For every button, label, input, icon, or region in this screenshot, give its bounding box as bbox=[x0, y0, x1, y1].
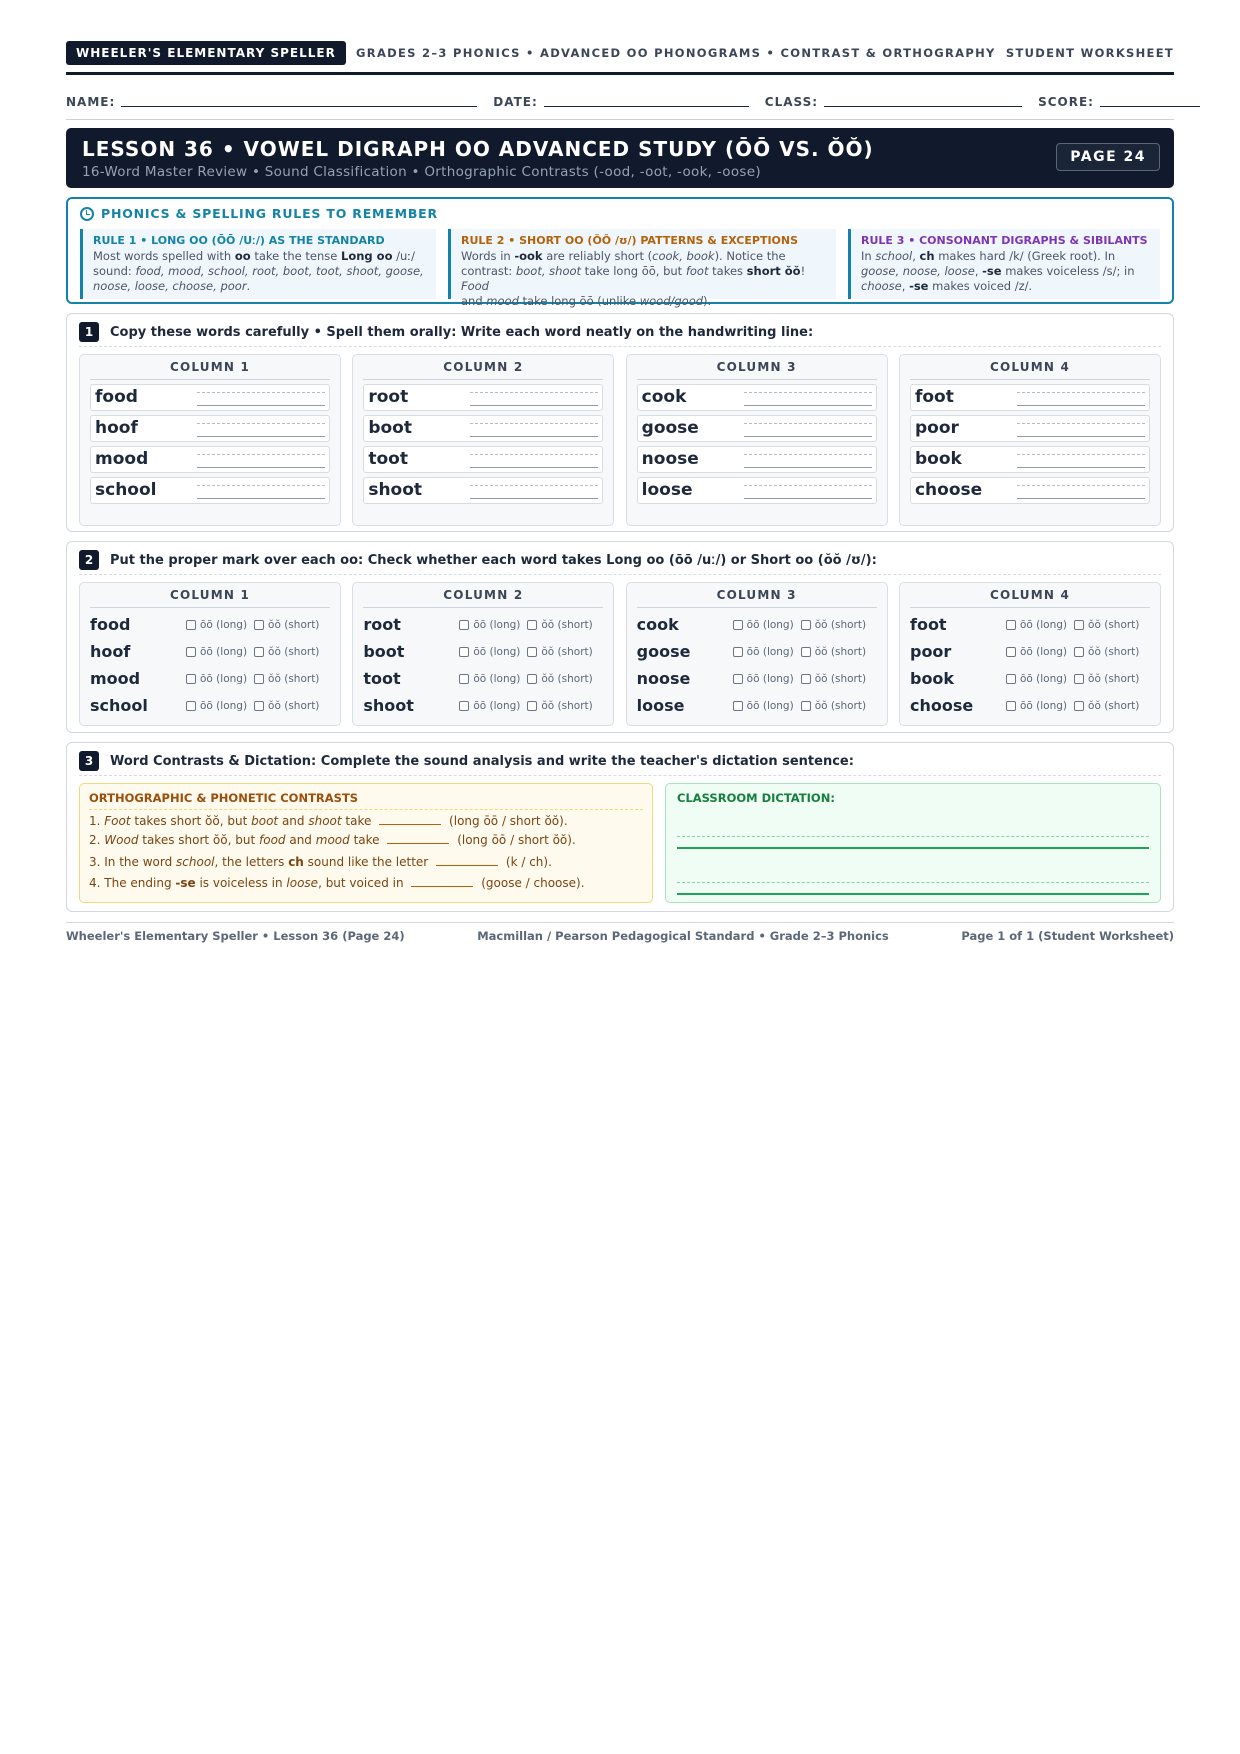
short-oo-option[interactable] bbox=[801, 646, 866, 658]
long-oo-label: ōō (long) bbox=[1019, 699, 1068, 712]
spelling-word: boot bbox=[368, 418, 412, 438]
spelling-word: goose bbox=[636, 642, 691, 661]
copy-word-row bbox=[637, 446, 877, 473]
copy-word-row bbox=[637, 415, 877, 442]
handwriting-guide-line bbox=[197, 454, 325, 455]
mark-column-2 bbox=[352, 582, 614, 726]
dictation-writing-line-1[interactable] bbox=[677, 847, 1149, 849]
rule-1-line-3: noose, loose, choose, poor. bbox=[93, 279, 251, 293]
checkbox[interactable] bbox=[1006, 620, 1016, 630]
copy-column-4 bbox=[899, 354, 1161, 526]
name-label: NAME: bbox=[66, 95, 116, 109]
long-oo-label: ōō (long) bbox=[1019, 645, 1068, 658]
copy-word-row bbox=[363, 384, 603, 411]
spelling-word: poor bbox=[909, 642, 952, 661]
name-line[interactable] bbox=[121, 106, 477, 107]
long-oo-label: ōō (long) bbox=[473, 672, 521, 685]
checkbox[interactable] bbox=[254, 647, 264, 657]
spelling-word: choose bbox=[909, 696, 974, 715]
date-field[interactable] bbox=[493, 95, 749, 109]
copy-word-row bbox=[910, 415, 1150, 442]
handwriting-guide-line bbox=[470, 485, 598, 486]
handwriting-guide-line bbox=[470, 454, 598, 455]
rule-1-line-1: Most words spelled with oo take the tense Long oo /uː/ bbox=[93, 249, 416, 263]
checkbox[interactable] bbox=[1074, 620, 1084, 630]
copy-word-row bbox=[910, 446, 1150, 473]
handwriting-line[interactable] bbox=[197, 498, 325, 499]
short-oo-label: ŏŏ (short) bbox=[541, 645, 593, 658]
checkbox[interactable] bbox=[186, 647, 196, 657]
long-oo-label: ōō (long) bbox=[473, 618, 521, 631]
section-1-number: 1 bbox=[79, 322, 99, 342]
page-footer bbox=[66, 922, 1174, 943]
mark-word-row bbox=[637, 638, 877, 665]
spelling-word: mood bbox=[95, 449, 149, 469]
section-3-number: 3 bbox=[79, 751, 99, 771]
checkbox[interactable] bbox=[733, 701, 743, 711]
long-oo-option[interactable] bbox=[733, 646, 794, 658]
spelling-word: book bbox=[914, 449, 962, 469]
dictation-title: CLASSROOM DICTATION: bbox=[677, 791, 835, 805]
footer-right: Page 1 of 1 (Student Worksheet) bbox=[961, 929, 1174, 943]
mark-column-4 bbox=[899, 582, 1161, 726]
long-oo-option[interactable] bbox=[459, 646, 520, 658]
checkbox[interactable] bbox=[733, 620, 743, 630]
handwriting-guide-line bbox=[1017, 485, 1145, 486]
section-copy-words bbox=[66, 313, 1174, 532]
answer-blank-1[interactable] bbox=[379, 814, 441, 825]
handwriting-guide-line bbox=[197, 392, 325, 393]
copy-word-row bbox=[363, 446, 603, 473]
mark-word-row bbox=[637, 692, 877, 719]
short-oo-label: ŏŏ (short) bbox=[268, 645, 320, 658]
handwriting-guide-line bbox=[1017, 392, 1145, 393]
copy-word-row bbox=[363, 415, 603, 442]
section-3-title: Word Contrasts & Dictation: Complete the sound analysis and write the teacher's dictation sentence: bbox=[110, 753, 854, 769]
long-oo-option[interactable] bbox=[186, 700, 247, 712]
handwriting-line[interactable] bbox=[197, 436, 325, 437]
handwriting-guide-line bbox=[470, 392, 598, 393]
short-oo-option[interactable] bbox=[801, 619, 866, 631]
handwriting-guide-line bbox=[470, 423, 598, 424]
fields-divider bbox=[66, 119, 1174, 120]
rule-2-title: RULE 2 • SHORT OO (ŎŎ /ʊ/) PATTERNS & EXCEPTIONS bbox=[461, 234, 799, 247]
short-oo-label: ŏŏ (short) bbox=[814, 618, 867, 631]
short-oo-option[interactable] bbox=[801, 673, 866, 685]
short-oo-label: ŏŏ (short) bbox=[1088, 699, 1140, 712]
short-oo-option[interactable] bbox=[254, 646, 319, 658]
score-field[interactable] bbox=[1038, 95, 1200, 109]
short-oo-option[interactable] bbox=[1074, 700, 1139, 712]
spelling-word: cook bbox=[636, 615, 679, 634]
contrasts-box bbox=[79, 783, 653, 903]
rule-2-line-1: Words in -ook are reliably short (cook, book). Notice the bbox=[461, 249, 786, 263]
section-contrasts-dictation bbox=[66, 742, 1174, 912]
column-header: COLUMN 3 bbox=[637, 355, 877, 380]
spelling-word: noose bbox=[641, 449, 699, 469]
copy-column-2 bbox=[352, 354, 614, 526]
handwriting-guide-line bbox=[744, 454, 872, 455]
spelling-word: food bbox=[95, 387, 138, 407]
mark-column-3 bbox=[626, 582, 888, 726]
short-oo-option[interactable] bbox=[527, 700, 592, 712]
checkbox[interactable] bbox=[459, 620, 469, 630]
long-oo-option[interactable] bbox=[733, 673, 794, 685]
header-divider bbox=[66, 72, 1174, 75]
copy-word-row bbox=[90, 415, 330, 442]
checkbox[interactable] bbox=[1006, 647, 1016, 657]
spelling-word: school bbox=[95, 480, 157, 500]
short-oo-label: ŏŏ (short) bbox=[814, 699, 867, 712]
long-oo-option[interactable] bbox=[459, 619, 520, 631]
score-label: SCORE: bbox=[1038, 95, 1094, 109]
long-oo-option[interactable] bbox=[733, 619, 794, 631]
spelling-word: root bbox=[363, 615, 401, 634]
copy-word-row bbox=[637, 384, 877, 411]
section-1-title: Copy these words carefully • Spell them orally: Write each word neatly on the handwriting line: bbox=[110, 324, 814, 340]
section-2-title: Put the proper mark over each oo: Check whether each word takes Long oo (ōō /uː/) or Short oo (ŏŏ /ʊ/): bbox=[110, 552, 877, 568]
short-oo-option[interactable] bbox=[1074, 646, 1139, 658]
checkbox[interactable] bbox=[527, 620, 537, 630]
spelling-word: toot bbox=[368, 449, 408, 469]
short-oo-option[interactable] bbox=[527, 646, 592, 658]
handwriting-line[interactable] bbox=[744, 436, 872, 437]
checkbox[interactable] bbox=[186, 674, 196, 684]
spelling-word: book bbox=[909, 669, 955, 688]
mark-word-row bbox=[910, 665, 1150, 692]
checkbox[interactable] bbox=[1074, 674, 1084, 684]
class-line[interactable] bbox=[824, 106, 1022, 107]
long-oo-option[interactable] bbox=[186, 619, 247, 631]
dictation-guide-line-2 bbox=[677, 882, 1149, 883]
section-1-header bbox=[79, 322, 1161, 347]
footer-left: Wheeler's Elementary Speller • Lesson 36 (Page 24) bbox=[66, 929, 405, 943]
dictation-box[interactable] bbox=[665, 783, 1161, 903]
column-header: COLUMN 4 bbox=[910, 355, 1150, 380]
top-bar bbox=[66, 40, 1174, 66]
long-oo-option[interactable] bbox=[186, 673, 247, 685]
mark-word-row bbox=[910, 692, 1150, 719]
column-header: COLUMN 3 bbox=[637, 583, 877, 608]
course-subtitle: GRADES 2–3 PHONICS • ADVANCED OO PHONOGRAMS • CONTRAST & ORTHOGRAPHY bbox=[356, 46, 996, 60]
long-oo-label: ōō (long) bbox=[1019, 672, 1068, 685]
handwriting-line[interactable] bbox=[1017, 405, 1145, 406]
handwriting-guide-line bbox=[744, 423, 872, 424]
handwriting-guide-line bbox=[744, 485, 872, 486]
rule-3-line-2: goose, noose, loose, -se makes voiceless /s/; in bbox=[861, 264, 1135, 278]
column-header: COLUMN 1 bbox=[90, 583, 330, 608]
short-oo-label: ŏŏ (short) bbox=[814, 645, 867, 658]
long-oo-label: ōō (long) bbox=[200, 645, 248, 658]
long-oo-label: ōō (long) bbox=[1019, 618, 1068, 631]
checkbox[interactable] bbox=[186, 701, 196, 711]
spelling-word: goose bbox=[641, 418, 699, 438]
checkbox[interactable] bbox=[1074, 701, 1084, 711]
long-oo-label: ōō (long) bbox=[473, 699, 521, 712]
section-3-header bbox=[79, 751, 1161, 776]
rules-heading bbox=[80, 206, 438, 221]
rule-2-line-2: contrast: boot, shoot take long ōō, but foot takes short ŏŏ! Food bbox=[461, 264, 806, 293]
column-header: COLUMN 4 bbox=[910, 583, 1150, 608]
checkbox[interactable] bbox=[254, 620, 264, 630]
name-field[interactable] bbox=[66, 95, 477, 109]
short-oo-option[interactable] bbox=[801, 700, 866, 712]
spelling-word: hoof bbox=[90, 642, 131, 661]
short-oo-option[interactable] bbox=[254, 673, 319, 685]
rules-box bbox=[66, 197, 1174, 308]
column-header: COLUMN 1 bbox=[90, 355, 330, 380]
short-oo-option[interactable] bbox=[527, 673, 592, 685]
checkbox[interactable] bbox=[801, 674, 811, 684]
page-badge: PAGE 24 bbox=[1056, 143, 1160, 171]
checkbox[interactable] bbox=[254, 674, 264, 684]
short-oo-label: ŏŏ (short) bbox=[268, 699, 320, 712]
spelling-word: shoot bbox=[363, 696, 414, 715]
date-label: DATE: bbox=[493, 95, 538, 109]
long-oo-label: ōō (long) bbox=[200, 699, 248, 712]
section-2-number: 2 bbox=[79, 550, 99, 570]
mark-word-row bbox=[363, 638, 603, 665]
copy-word-row bbox=[910, 477, 1150, 504]
handwriting-guide-line bbox=[1017, 454, 1145, 455]
spelling-word: cook bbox=[641, 387, 687, 407]
checkbox[interactable] bbox=[801, 620, 811, 630]
rule-3 bbox=[848, 229, 1160, 299]
lesson-subtitle: 16-Word Master Review • Sound Classification • Orthographic Contrasts (-ood, -oot, -ook, -oose) bbox=[82, 164, 761, 180]
contrast-question-3: 3. In the word school, the letters ch sound like the letter (k / ch). bbox=[89, 855, 552, 869]
footer-center: Macmillan / Pearson Pedagogical Standard • Grade 2–3 Phonics bbox=[477, 929, 889, 943]
worksheet-page bbox=[66, 40, 1174, 943]
mark-word-row bbox=[90, 611, 330, 638]
copy-column-3 bbox=[626, 354, 888, 526]
spelling-word: poor bbox=[914, 418, 959, 438]
long-oo-option[interactable] bbox=[1006, 619, 1067, 631]
handwriting-line[interactable] bbox=[744, 405, 872, 406]
class-field[interactable] bbox=[765, 95, 1022, 109]
checkbox[interactable] bbox=[801, 647, 811, 657]
dictation-writing-line-2[interactable] bbox=[677, 893, 1149, 895]
long-oo-option[interactable] bbox=[733, 700, 794, 712]
copy-word-row bbox=[90, 477, 330, 504]
copy-word-row bbox=[910, 384, 1150, 411]
mark-word-row bbox=[90, 638, 330, 665]
rule-2-line-3: and mood take long ōō (unlike wood/good). bbox=[461, 294, 712, 308]
handwriting-line[interactable] bbox=[1017, 436, 1145, 437]
long-oo-label: ōō (long) bbox=[746, 645, 794, 658]
long-oo-option[interactable] bbox=[459, 673, 520, 685]
student-fields bbox=[66, 91, 1174, 109]
checkbox[interactable] bbox=[459, 647, 469, 657]
copy-column-1 bbox=[79, 354, 341, 526]
copy-word-row bbox=[90, 384, 330, 411]
section-mark-vowels bbox=[66, 541, 1174, 733]
handwriting-line[interactable] bbox=[744, 498, 872, 499]
rule-3-line-1: In school, ch makes hard /k/ (Greek root). In bbox=[861, 249, 1116, 263]
answer-blank-2[interactable] bbox=[387, 833, 449, 844]
short-oo-option[interactable] bbox=[527, 619, 592, 631]
mark-column-1 bbox=[79, 582, 341, 726]
rule-3-title: RULE 3 • CONSONANT DIGRAPHS & SIBILANTS bbox=[861, 234, 1148, 247]
contrast-question-2: 2. Wood takes short ŏŏ, but food and mood take (long ōō / short ŏŏ). bbox=[89, 833, 576, 847]
mark-word-row bbox=[910, 611, 1150, 638]
short-oo-option[interactable] bbox=[1074, 673, 1139, 685]
short-oo-label: ŏŏ (short) bbox=[814, 672, 867, 685]
short-oo-label: ŏŏ (short) bbox=[541, 618, 593, 631]
long-oo-label: ōō (long) bbox=[746, 699, 794, 712]
long-oo-label: ōō (long) bbox=[200, 672, 248, 685]
checkbox[interactable] bbox=[254, 701, 264, 711]
document-type: STUDENT WORKSHEET bbox=[1005, 46, 1174, 60]
spelling-word: choose bbox=[914, 480, 983, 500]
handwriting-line[interactable] bbox=[197, 405, 325, 406]
copy-word-row bbox=[637, 477, 877, 504]
answer-blank-4[interactable] bbox=[411, 876, 473, 887]
handwriting-line[interactable] bbox=[470, 405, 598, 406]
short-oo-label: ŏŏ (short) bbox=[268, 672, 320, 685]
long-oo-label: ōō (long) bbox=[746, 618, 794, 631]
checkbox[interactable] bbox=[1006, 701, 1016, 711]
mark-word-row bbox=[90, 692, 330, 719]
checkbox[interactable] bbox=[186, 620, 196, 630]
short-oo-label: ŏŏ (short) bbox=[1088, 645, 1140, 658]
spelling-word: loose bbox=[636, 696, 685, 715]
copy-columns bbox=[79, 354, 1161, 526]
lesson-title: LESSON 36 • VOWEL DIGRAPH OO ADVANCED STUDY (ŌŌ VS. ŎŎ) bbox=[82, 137, 874, 161]
checkbox[interactable] bbox=[527, 701, 537, 711]
handwriting-line[interactable] bbox=[470, 498, 598, 499]
handwriting-line[interactable] bbox=[470, 467, 598, 468]
mark-word-row bbox=[363, 665, 603, 692]
spelling-word: foot bbox=[914, 387, 954, 407]
mark-word-row bbox=[363, 692, 603, 719]
rule-3-line-3: choose, -se makes voiced /z/. bbox=[861, 279, 1033, 293]
contrasts-title: ORTHOGRAPHIC & PHONETIC CONTRASTS bbox=[89, 791, 643, 810]
spelling-word: loose bbox=[641, 480, 693, 500]
date-line[interactable] bbox=[544, 106, 749, 107]
checkbox[interactable] bbox=[733, 674, 743, 684]
brand-badge: WHEELER'S ELEMENTARY SPELLER bbox=[66, 41, 346, 65]
long-oo-label: ōō (long) bbox=[200, 618, 248, 631]
checkbox[interactable] bbox=[1074, 647, 1084, 657]
long-oo-option[interactable] bbox=[1006, 673, 1067, 685]
handwriting-guide-line bbox=[1017, 423, 1145, 424]
spelling-word: mood bbox=[90, 669, 141, 688]
handwriting-guide-line bbox=[197, 423, 325, 424]
spelling-word: food bbox=[90, 615, 131, 634]
column-header: COLUMN 2 bbox=[363, 583, 603, 608]
long-oo-option[interactable] bbox=[1006, 700, 1067, 712]
checkbox[interactable] bbox=[527, 647, 537, 657]
short-oo-label: ŏŏ (short) bbox=[541, 672, 593, 685]
checkbox[interactable] bbox=[733, 647, 743, 657]
short-oo-label: ŏŏ (short) bbox=[541, 699, 593, 712]
handwriting-guide-line bbox=[744, 392, 872, 393]
checkbox[interactable] bbox=[459, 674, 469, 684]
checkbox[interactable] bbox=[801, 701, 811, 711]
handwriting-line[interactable] bbox=[744, 467, 872, 468]
spelling-word: shoot bbox=[368, 480, 423, 500]
dictation-guide-line-1 bbox=[677, 836, 1149, 837]
mark-word-row bbox=[363, 611, 603, 638]
rule-2 bbox=[448, 229, 836, 308]
short-oo-label: ŏŏ (short) bbox=[1088, 672, 1140, 685]
short-oo-label: ŏŏ (short) bbox=[1088, 618, 1140, 631]
answer-blank-3[interactable] bbox=[436, 855, 498, 866]
mark-word-row bbox=[90, 665, 330, 692]
spelling-word: boot bbox=[363, 642, 405, 661]
long-oo-option[interactable] bbox=[459, 700, 520, 712]
rules-heading-text: PHONICS & SPELLING RULES TO REMEMBER bbox=[101, 206, 438, 221]
spelling-word: toot bbox=[363, 669, 401, 688]
long-oo-option[interactable] bbox=[186, 646, 247, 658]
short-oo-option[interactable] bbox=[1074, 619, 1139, 631]
spelling-word: hoof bbox=[95, 418, 138, 438]
mark-word-row bbox=[637, 665, 877, 692]
copy-word-row bbox=[90, 446, 330, 473]
handwriting-line[interactable] bbox=[1017, 467, 1145, 468]
spelling-word: foot bbox=[909, 615, 947, 634]
mark-word-row bbox=[637, 611, 877, 638]
copy-word-row bbox=[363, 477, 603, 504]
handwriting-line[interactable] bbox=[1017, 498, 1145, 499]
spelling-word: root bbox=[368, 387, 409, 407]
rule-1-title: RULE 1 • LONG OO (ŌŌ /Uː/) AS THE STANDARD bbox=[93, 234, 385, 247]
short-oo-label: ŏŏ (short) bbox=[268, 618, 320, 631]
lesson-banner bbox=[66, 128, 1174, 188]
contrast-question-4: 4. The ending -se is voiceless in loose, but voiced in (goose / choose). bbox=[89, 876, 585, 890]
section-2-header bbox=[79, 550, 1161, 575]
spelling-word: noose bbox=[636, 669, 691, 688]
class-label: CLASS: bbox=[764, 95, 819, 109]
column-header: COLUMN 2 bbox=[363, 355, 603, 380]
contrast-question-1: 1. Foot takes short ŏŏ, but boot and shoot take (long ōō / short ŏŏ). bbox=[89, 814, 568, 828]
long-oo-label: ōō (long) bbox=[746, 672, 794, 685]
long-oo-option[interactable] bbox=[1006, 646, 1067, 658]
handwriting-line[interactable] bbox=[470, 436, 598, 437]
rule-1 bbox=[80, 229, 436, 299]
score-line[interactable] bbox=[1100, 106, 1200, 107]
short-oo-option[interactable] bbox=[254, 700, 319, 712]
checkbox[interactable] bbox=[527, 674, 537, 684]
checkbox[interactable] bbox=[459, 701, 469, 711]
long-oo-label: ōō (long) bbox=[473, 645, 521, 658]
spelling-word: school bbox=[90, 696, 148, 715]
handwriting-line[interactable] bbox=[197, 467, 325, 468]
clock-icon bbox=[80, 207, 94, 221]
mark-columns bbox=[79, 582, 1161, 726]
checkbox[interactable] bbox=[1006, 674, 1016, 684]
rule-1-line-2: sound: food, mood, school, root, boot, toot, shoot, goose, bbox=[93, 264, 424, 278]
mark-word-row bbox=[910, 638, 1150, 665]
short-oo-option[interactable] bbox=[254, 619, 319, 631]
handwriting-guide-line bbox=[197, 485, 325, 486]
